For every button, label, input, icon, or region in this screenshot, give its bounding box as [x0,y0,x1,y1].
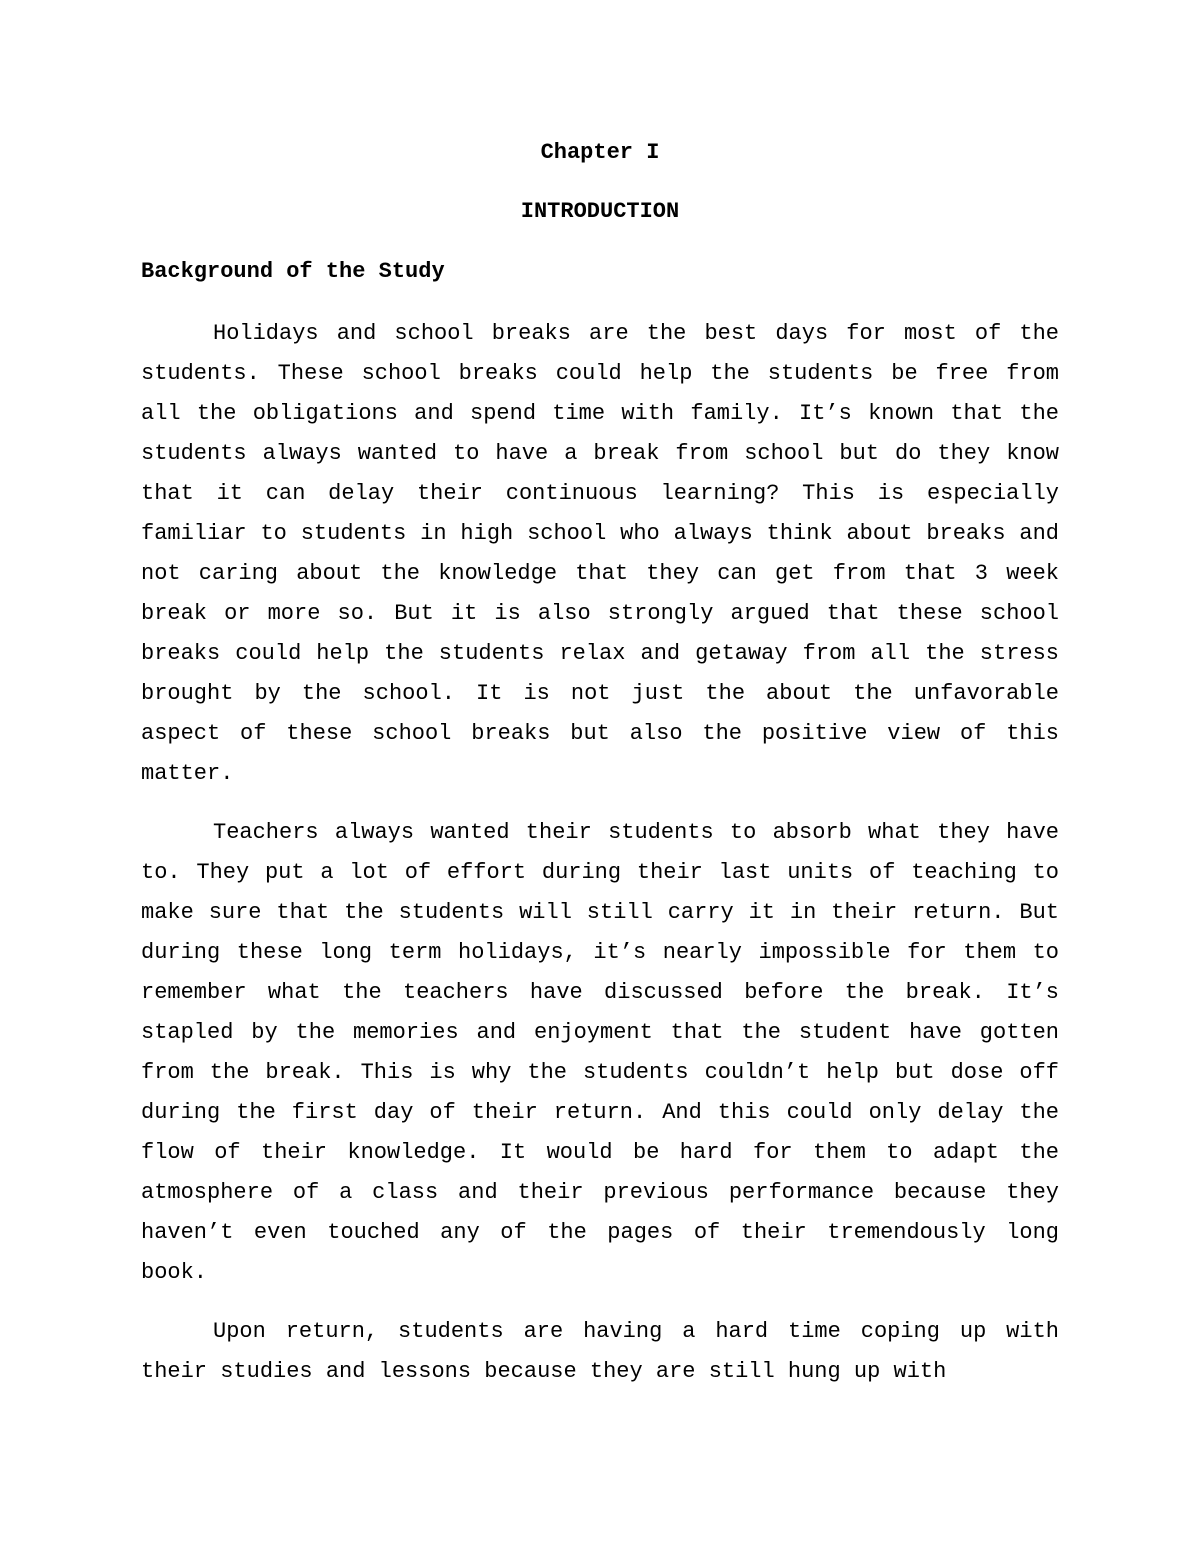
paragraph-3: Upon return, students are having a hard time coping up with their studies and lessons because they are still hung up with [141,1319,1059,1384]
paragraph-1: Holidays and school breaks are the best days for most of the students. These school breaks could help the students be free from all the obligations and spend time with family. It’s known that the students always wanted to have a break from school but do they know that it can delay their continuous learning? This is especially familiar to students in high school who always think about breaks and not caring about the knowledge that they can get from that 3 week break or more so. But it is also strongly argued that these school breaks could help the students relax and getaway from all the stress brought by the school. It is not just the about the unfavorable aspect of these school breaks but also the positive view of this matter. [141,321,1059,786]
body-text [141,314,1059,1411]
paragraph-2: Teachers always wanted their students to absorb what they have to. They put a lot of effort during their last units of teaching to make sure that the students will still carry it in their return. But during these long term holidays, it’s nearly impossible for them to remember what the teachers have discussed before the break. It’s stapled by the memories and enjoyment that the student have gotten from the break. This is why the students couldn’t help but dose off during the first day of their return. And this could only delay the flow of their knowledge. It would be hard for them to adapt the atmosphere of a class and their previous performance because they haven’t even touched any of the pages of their tremendously long book. [141,820,1059,1285]
chapter-title: INTRODUCTION [520,199,680,224]
chapter-number: Chapter I [540,140,660,165]
section-heading: Background of the Study [141,259,445,284]
